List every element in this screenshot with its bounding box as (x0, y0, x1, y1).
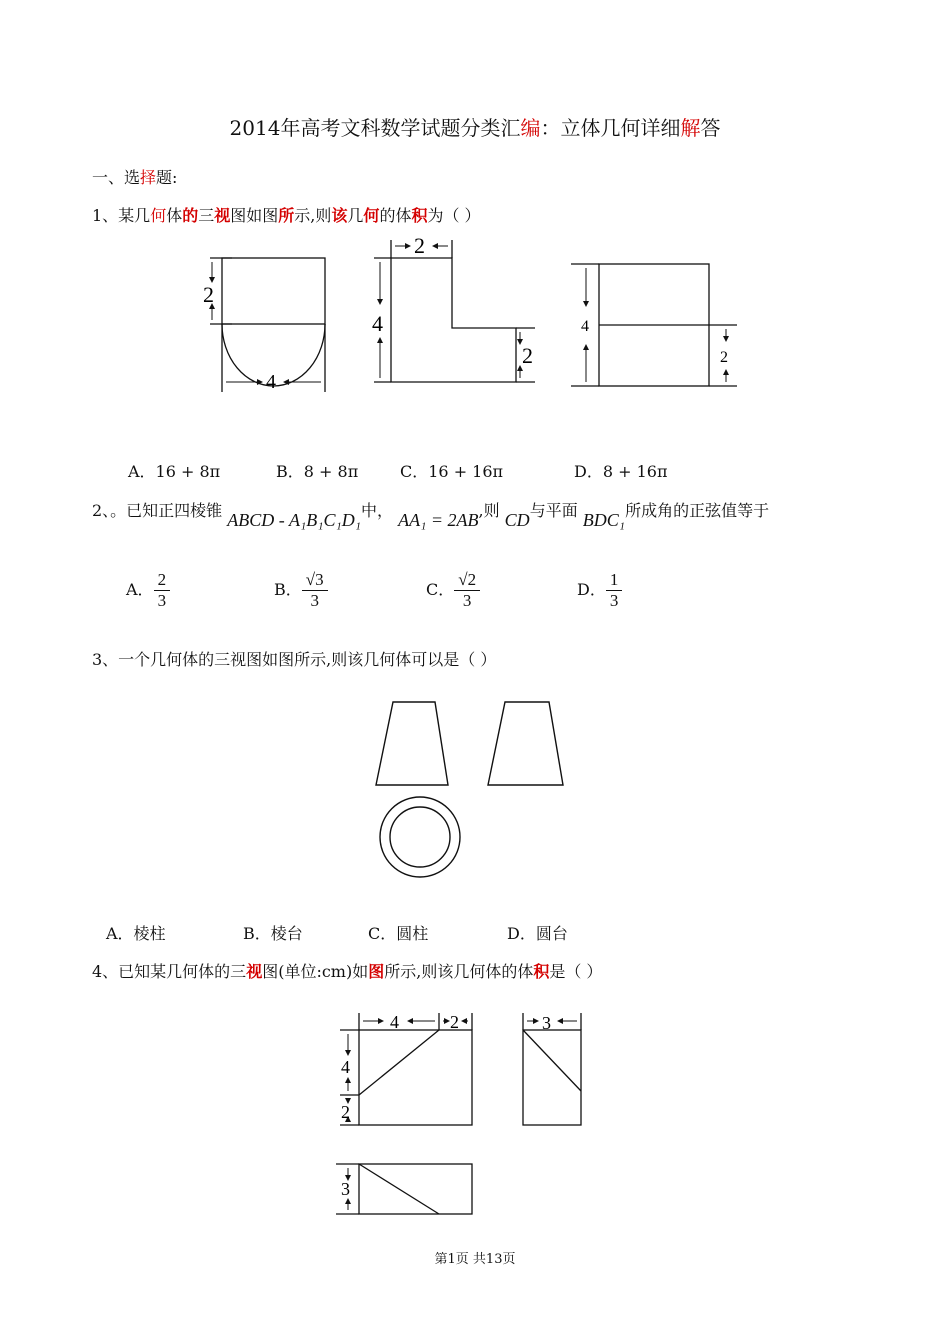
q1-option-d[interactable]: D．8 + 16π (574, 462, 668, 481)
q3-option-a[interactable]: A．棱柱 (106, 924, 166, 943)
q4-top-label-height: 3 (341, 1179, 350, 1199)
q1-side-label-height: 4 (372, 311, 383, 336)
q4-front-label-right: 2 (450, 1012, 459, 1032)
q4-front-label-left: 4 (390, 1012, 399, 1032)
q2-expr-cd: CD (504, 510, 530, 530)
q4-side-label-width: 3 (542, 1013, 551, 1033)
q1-top-label-small: 2 (720, 349, 728, 366)
q1-side-label-top: 2 (414, 233, 425, 258)
q2-option-a[interactable]: A． $\frac{2}{3}$ (126, 570, 170, 611)
q1-option-b[interactable]: B．8 + 8π (276, 462, 359, 481)
q1-front-label-width: 4 (266, 371, 276, 393)
question-1-text: 1、某几何体的三视图如图所示,则该几何的体积为（ ） (92, 206, 481, 225)
q4-front-label-h2: 2 (341, 1102, 350, 1122)
q2-option-c[interactable]: C． $\frac{√2}{3}$ (426, 570, 480, 611)
q2-expr-plane: BDC₁ (582, 510, 626, 530)
q2-expr-prism: ABCD - A₁B₁C₁D₁ (227, 510, 361, 530)
q2-expr-edge: AA₁ = 2AB (398, 510, 479, 530)
q1-side-label-small: 2 (522, 343, 533, 368)
question-2-text: 2、。已知正四棱锥 ABCD - A₁B₁C₁D₁中， AA₁ = 2AB,则 CD与平面 BDC₁所成角的正弦值等于 (92, 501, 770, 530)
q3-option-d[interactable]: D．圆台 (507, 924, 568, 943)
q1-option-c[interactable]: C．16 + 16π (400, 462, 504, 481)
q2-option-d[interactable]: D． $\frac{1}{3}$ (577, 570, 622, 611)
page-footer: 第1页 共13页 (434, 1252, 516, 1267)
q1-front-label-top: 2 (203, 282, 214, 307)
question-4-text: 4、已知某几何体的三视图(单位:cm)如图所示,则该几何体的体积是（ ） (92, 962, 603, 981)
q4-side-view (523, 1013, 581, 1125)
q1-option-a[interactable]: A．16 + 8π (128, 462, 221, 481)
q1-top-label-height: 4 (581, 318, 589, 335)
q4-front-label-h1: 4 (341, 1057, 350, 1077)
page-title: 2014年高考文科数学试题分类汇编：立体几何详细解答 (229, 116, 721, 140)
q2-option-b[interactable]: B． $\frac{√3}{3}$ (274, 570, 328, 611)
q3-option-b[interactable]: B．棱台 (243, 924, 303, 943)
question-3-text: 3、一个几何体的三视图如图所示,则该几何体可以是（ ） (92, 650, 497, 669)
q3-option-c[interactable]: C．圆柱 (368, 924, 429, 943)
section-heading: 一、选择题: (92, 168, 178, 187)
q4-top-view (336, 1164, 472, 1214)
